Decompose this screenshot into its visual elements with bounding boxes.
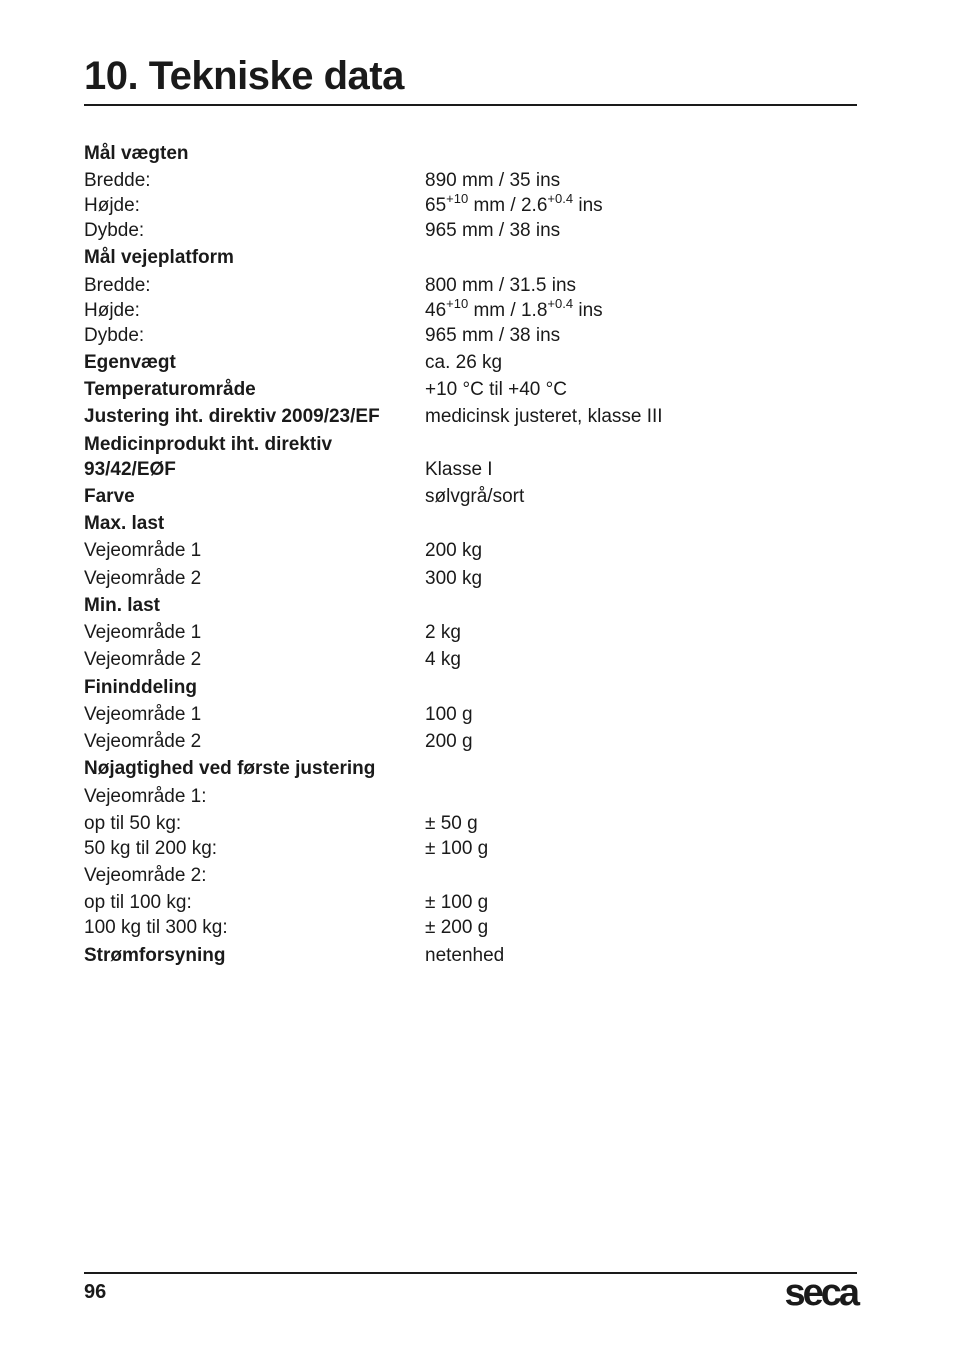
value-part: 65 xyxy=(425,195,447,216)
spec-label: op til 100 kg: xyxy=(84,892,192,913)
spec-label: Farve xyxy=(84,486,135,507)
spec-label: Min. last xyxy=(84,595,161,616)
spec-value: 4 kg xyxy=(425,649,461,670)
spec-value: +10 °C til +40 °C xyxy=(425,379,567,400)
spec-label: Vejeområde 2 xyxy=(84,649,202,670)
spec-label: Temperaturområde xyxy=(84,379,256,400)
tolerance-superscript: +0.4 xyxy=(547,295,574,311)
spec-label: Vejeområde 1 xyxy=(84,540,202,561)
spec-value xyxy=(425,190,603,219)
spec-value: ± 200 g xyxy=(425,917,489,938)
spec-label: Mål vægten xyxy=(84,143,189,164)
spec-value: 800 mm / 31.5 ins xyxy=(425,275,577,296)
spec-value: 965 mm / 38 ins xyxy=(425,220,561,241)
spec-label: Vejeområde 2 xyxy=(84,731,202,752)
spec-value: 200 kg xyxy=(425,540,483,561)
page-title: 10. Tekniske data xyxy=(84,54,404,98)
spec-value: 300 kg xyxy=(425,568,483,589)
spec-value xyxy=(425,295,603,324)
value-part: ins xyxy=(573,300,603,321)
spec-label: Vejeområde 1 xyxy=(84,622,202,643)
spec-value: sølvgrå/sort xyxy=(425,486,525,507)
spec-label: Strømforsyning xyxy=(84,945,226,966)
spec-value: 200 g xyxy=(425,731,473,752)
value-part: mm / 2.6 xyxy=(468,195,548,216)
spec-value: ± 100 g xyxy=(425,892,489,913)
spec-label: Medicinprodukt iht. direktiv 93/42/EØF xyxy=(84,434,333,480)
spec-label: Højde: xyxy=(84,195,140,216)
spec-label: Egenvægt xyxy=(84,352,176,373)
value-part: 46 xyxy=(425,300,447,321)
spec-label: Dybde: xyxy=(84,220,145,241)
spec-label: Vejeområde 1: xyxy=(84,786,207,807)
value-part: mm / 1.8 xyxy=(468,300,548,321)
spec-label: Justering iht. direktiv 2009/23/EF xyxy=(84,406,380,427)
spec-label: Fininddeling xyxy=(84,677,197,698)
spec-value: ± 50 g xyxy=(425,813,478,834)
spec-value: medicinsk justeret, klasse III xyxy=(425,406,663,427)
spec-label: 50 kg til 200 kg: xyxy=(84,838,218,859)
spec-label: Vejeområde 2: xyxy=(84,865,207,886)
spec-value: ± 100 g xyxy=(425,838,489,859)
spec-label: Bredde: xyxy=(84,170,151,191)
spec-label: Bredde: xyxy=(84,275,151,296)
spec-label: Nøjagtighed ved første justering xyxy=(84,758,376,779)
spec-value: ca. 26 kg xyxy=(425,352,503,373)
spec-label: Dybde: xyxy=(84,325,145,346)
footer-divider xyxy=(84,1272,857,1274)
page-number: 96 xyxy=(84,1281,107,1303)
spec-value: 965 mm / 38 ins xyxy=(425,325,561,346)
spec-value: Klasse I xyxy=(425,459,493,480)
spec-label: Mål vejeplatform xyxy=(84,247,234,268)
value-part: ins xyxy=(573,195,603,216)
spec-value: 100 g xyxy=(425,704,473,725)
spec-label: Vejeområde 2 xyxy=(84,568,202,589)
spec-label: 100 kg til 300 kg: xyxy=(84,917,228,938)
tolerance-superscript: +10 xyxy=(446,295,469,311)
tolerance-superscript: +10 xyxy=(446,190,469,206)
title-divider xyxy=(84,104,857,106)
spec-value: 2 kg xyxy=(425,622,461,643)
spec-label: Højde: xyxy=(84,300,140,321)
spec-label: Vejeområde 1 xyxy=(84,704,202,725)
spec-value: 890 mm / 35 ins xyxy=(425,170,561,191)
spec-value: netenhed xyxy=(425,945,505,966)
tolerance-superscript: +0.4 xyxy=(547,190,574,206)
spec-label: Max. last xyxy=(84,513,165,534)
spec-label: op til 50 kg: xyxy=(84,813,182,834)
brand-logo: seca xyxy=(784,1272,857,1314)
